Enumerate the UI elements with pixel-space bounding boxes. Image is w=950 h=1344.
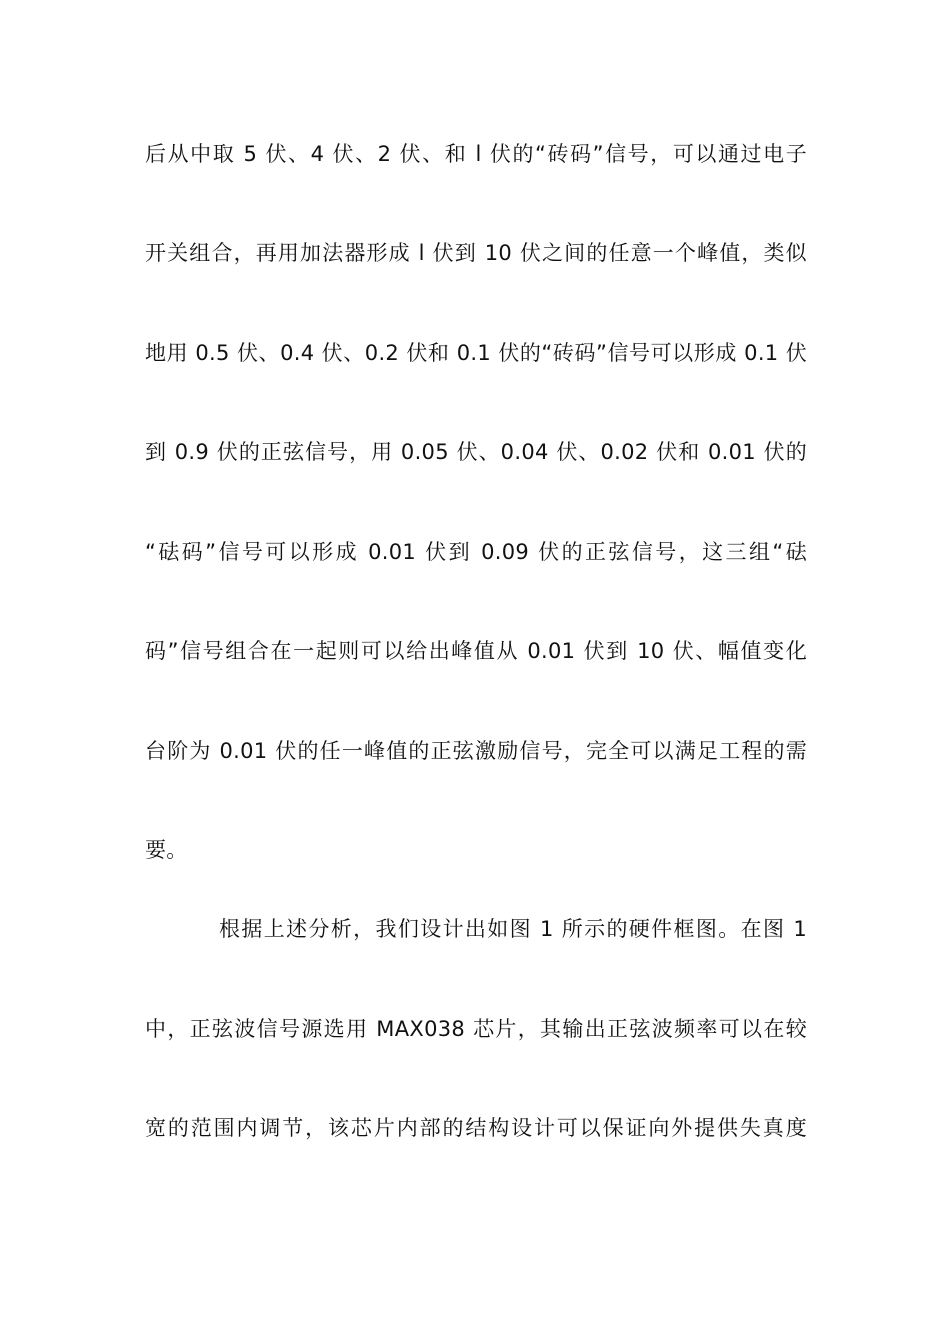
text-line-3: 地用 0.5 伏、0.4 伏、0.2 伏和 0.1 伏的“砖码”信号可以形成 0.1 伏 bbox=[145, 341, 807, 365]
text-line-11: 宽的范围内调节，该芯片内部的结构设计可以保证向外提供失真度 bbox=[145, 1116, 807, 1140]
paragraph-start-line: 根据上述分析，我们设计出如图 1 所示的硬件框图。在图 1 bbox=[219, 917, 807, 941]
text-line-5: “砝码”信号可以形成 0.01 伏到 0.09 伏的正弦信号，这三组“砝 bbox=[145, 540, 807, 564]
text-line-7: 台阶为 0.01 伏的任一峰值的正弦激励信号，完全可以满足工程的需 bbox=[145, 739, 807, 763]
text-line-10: 中，正弦波信号源选用 MAX038 芯片，其输出正弦波频率可以在较 bbox=[145, 1017, 807, 1041]
text-line-8: 要。 bbox=[145, 838, 188, 862]
text-line-4: 到 0.9 伏的正弦信号，用 0.05 伏、0.04 伏、0.02 伏和 0.01 伏的 bbox=[145, 440, 807, 464]
text-line-2: 开关组合，再用加法器形成 l 伏到 10 伏之间的任意一个峰值，类似 bbox=[145, 241, 807, 265]
text-line-6: 码”信号组合在一起则可以给出峰值从 0.01 伏到 10 伏、幅值变化 bbox=[145, 639, 807, 663]
text-line-1: 后从中取 5 伏、4 伏、2 伏、和 l 伏的“砖码”信号，可以通过电子 bbox=[145, 142, 807, 166]
